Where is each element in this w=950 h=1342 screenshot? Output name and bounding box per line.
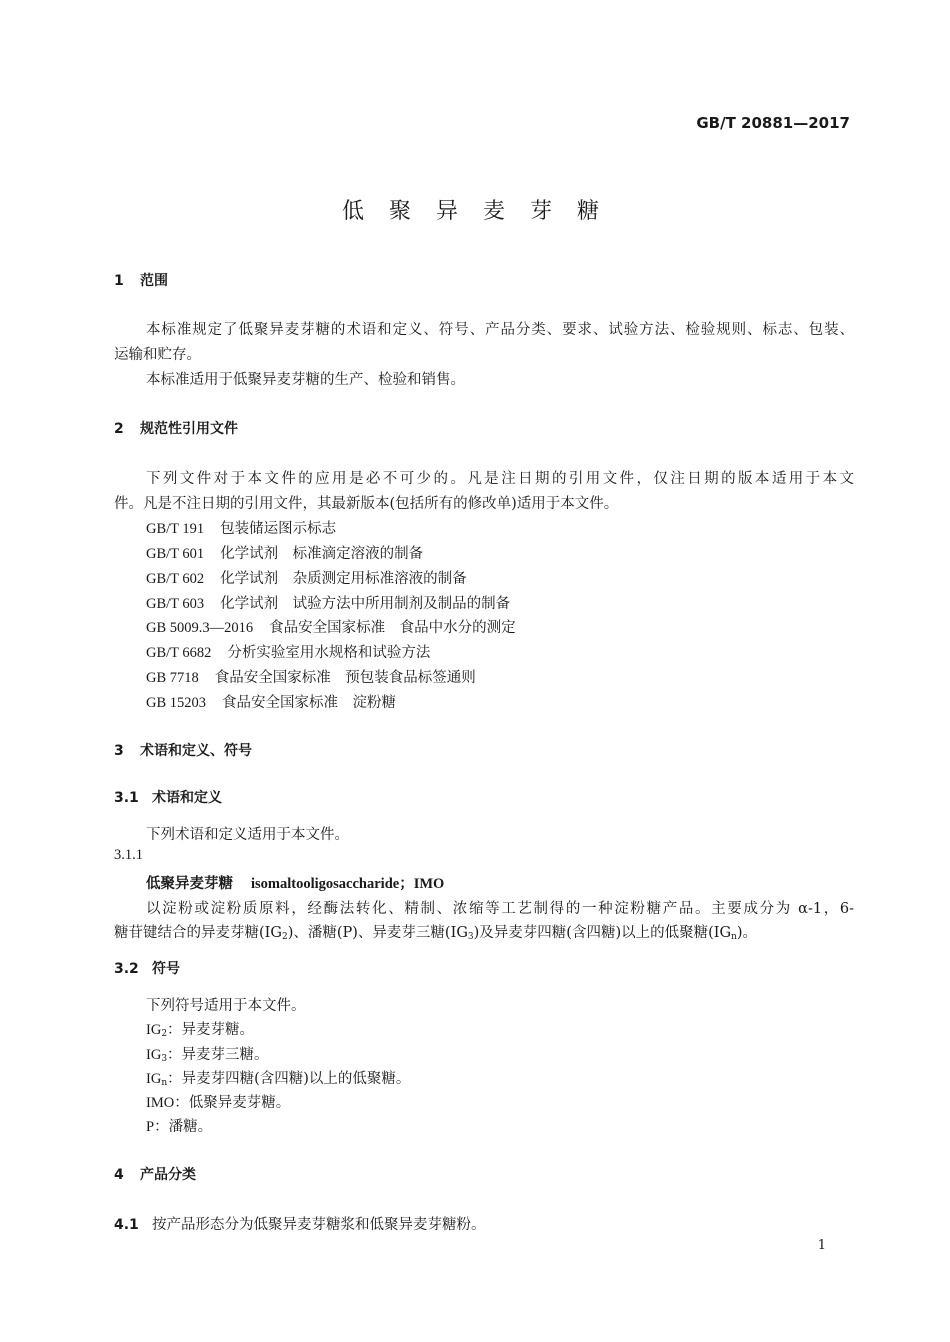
section-3-heading [114,740,252,760]
section-title: 范围 [140,273,168,289]
standard-number: GB/T 20881—2017 [696,114,850,132]
subsection-3-1-heading [114,787,222,807]
term-name-cn: 低聚异麦芽糖 [146,876,233,892]
section-2-heading [114,418,238,438]
refs-intro-line1: 下列文件对于本文件的应用是必不可少的。凡是注日期的引用文件，仅注日期的版本适用于本文 [146,471,854,487]
section-number: 1 [114,273,124,289]
reference-item: GB 5009.3—2016 食品安全国家标准 食品中水分的测定 [146,620,516,636]
reference-item: GB 7718 食品安全国家标准 预包装食品标签通则 [146,670,476,686]
symbol-item: IMO：低聚异麦芽糖。 [146,1095,291,1111]
term-name-en: isomaltooligosaccharide；IMO [251,876,445,892]
section-number: 2 [114,421,124,437]
section-title: 术语和定义、符号 [140,743,252,759]
scope-paragraph-line1: 本标准规定了低聚异麦芽糖的术语和定义、符号、产品分类、要求、试验方法、检验规则、标志、包装、 [146,322,854,338]
subsection-title: 符号 [152,961,180,977]
section-number: 3 [114,743,124,759]
reference-item: GB/T 601 化学试剂 标准滴定溶液的制备 [146,546,424,562]
term-number: 3.1.1 [114,847,143,863]
section-title: 规范性引用文件 [140,421,238,437]
refs-intro-line2: 件。凡是不注日期的引用文件，其最新版本(包括所有的修改单)适用于本文件。 [114,496,619,512]
subsection-number: 3.2 [114,961,139,977]
reference-item: GB/T 602 化学试剂 杂质测定用标准溶液的制备 [146,571,467,587]
term-definition-line2: 糖苷键结合的异麦芽糖$(IG_2)$、潘糖(P)、异麦芽三糖$(IG_3)$及异麦芽四糖(含四糖)以上的低聚糖$(IG_n)$。 [114,925,758,942]
clause-number: 4.1 [114,1217,139,1233]
symbol-item: P：潘糖。 [146,1119,213,1135]
reference-item: GB/T 603 化学试剂 试验方法中所用制剂及制品的制备 [146,596,511,612]
symbol-item: $IG_n$：异麦芽四糖(含四糖)以上的低聚糖。 [146,1071,411,1088]
term-definition-line1: 以淀粉或淀粉质原料，经酶法转化、精制、浓缩等工艺制得的一种淀粉糖产品。主要成分为 α-1，6- [146,901,854,917]
section-title: 产品分类 [140,1167,196,1183]
subsection-number: 3.1 [114,790,139,806]
reference-item: GB/T 6682 分析实验室用水规格和试验方法 [146,645,431,661]
clause-4-1 [114,1213,486,1234]
section-4-heading [114,1164,196,1184]
scope-paragraph-2: 本标准适用于低聚异麦芽糖的生产、检验和销售。 [146,372,465,388]
subsection-title: 术语和定义 [152,790,222,806]
scope-paragraph-line2: 运输和贮存。 [114,347,201,363]
subsection-3-2-heading [114,958,180,978]
term-name [146,872,444,893]
page-number: 1 [817,1238,826,1253]
symbol-item: $IG_2$：异麦芽糖。 [146,1022,255,1039]
reference-item: GB/T 191 包装储运图示标志 [146,521,337,537]
section-number: 4 [114,1167,124,1183]
document-title: 低 聚 异 麦 芽 糖 [342,199,608,224]
section-1-heading [114,270,168,290]
terms-intro: 下列术语和定义适用于本文件。 [146,827,349,843]
symbol-item: $IG_3$：异麦芽三糖。 [146,1047,269,1064]
clause-text: 按产品形态分为低聚异麦芽糖浆和低聚异麦芽糖粉。 [152,1217,486,1233]
reference-item: GB 15203 食品安全国家标准 淀粉糖 [146,695,397,711]
symbols-intro: 下列符号适用于本文件。 [146,998,306,1014]
